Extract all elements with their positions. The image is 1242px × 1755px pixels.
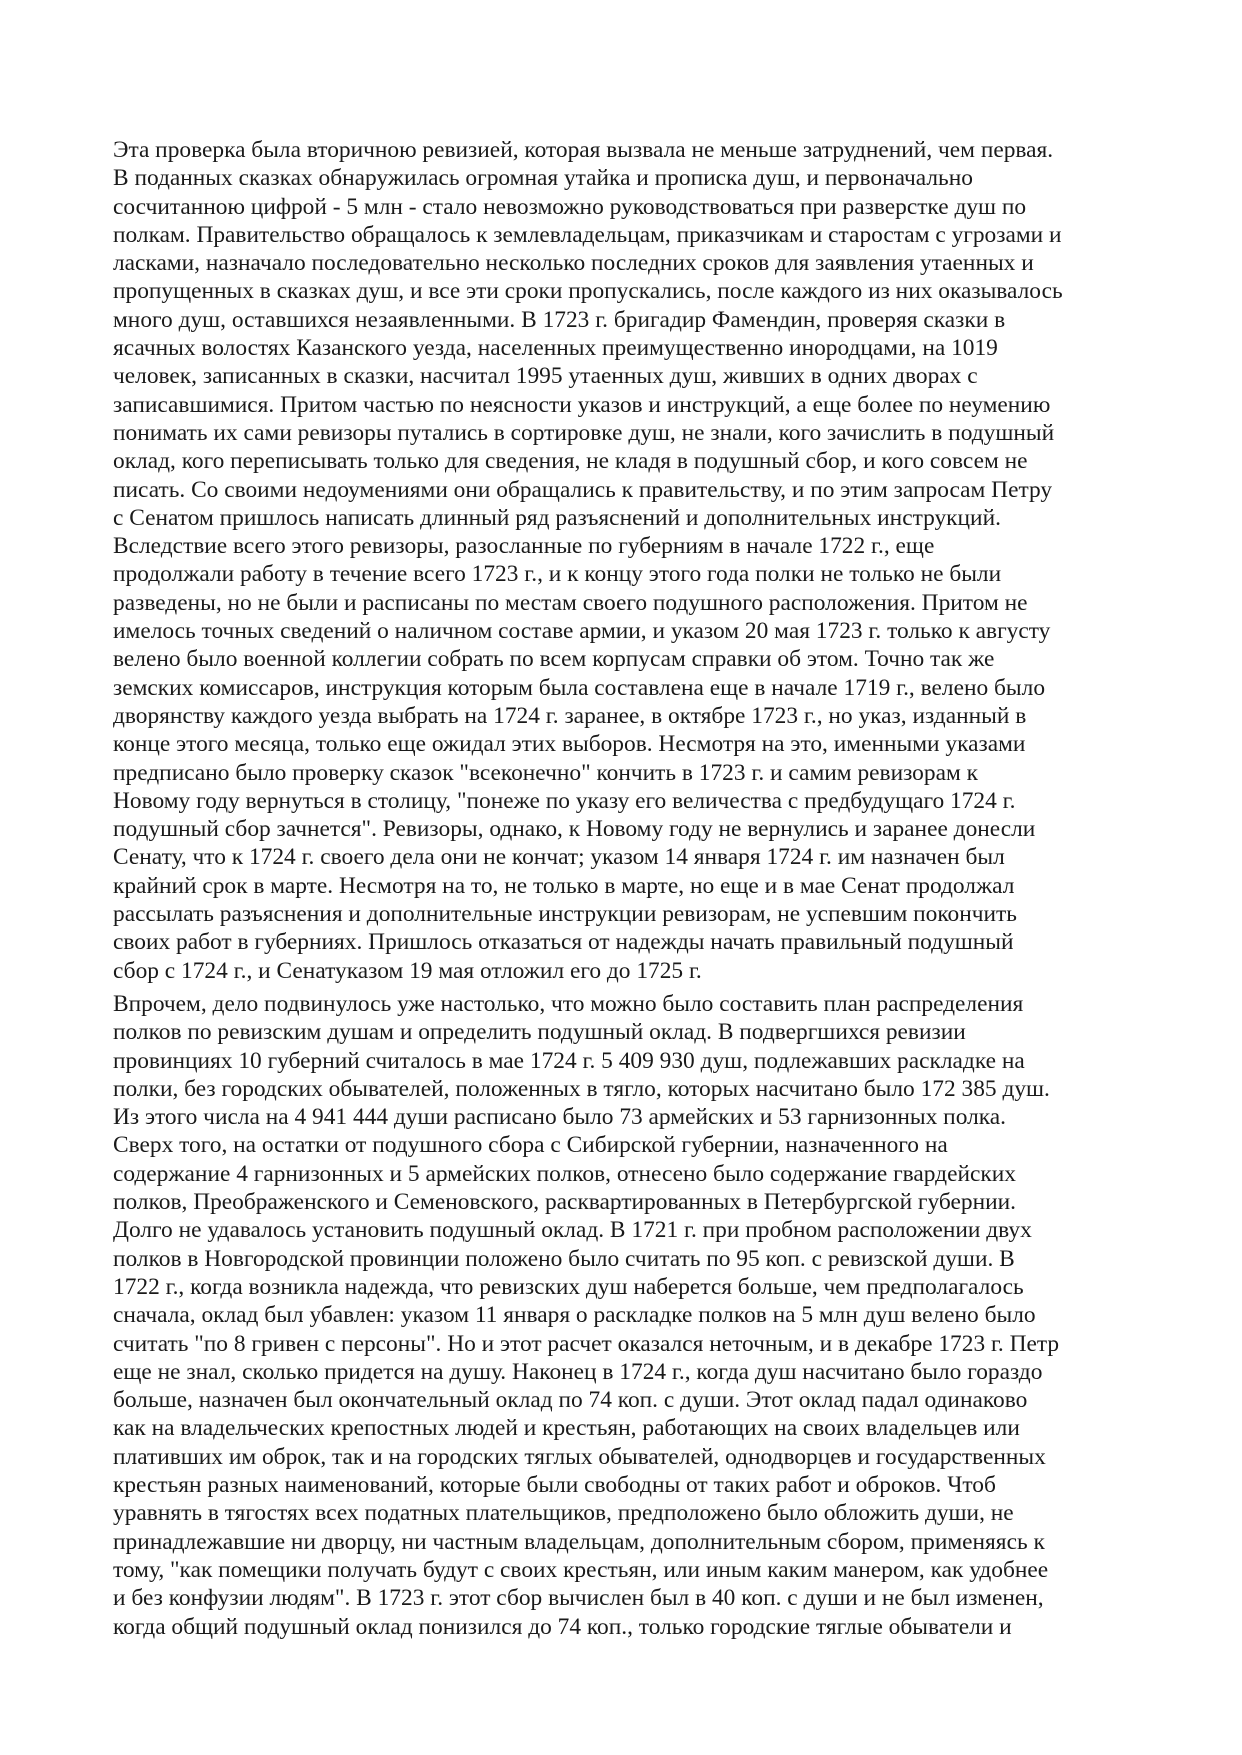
paragraph-2-line: Впрочем, дело подвинулось уже настолько, что можно было составить план распределения [113, 991, 1024, 1017]
paragraph-2-line: когда общий подушный оклад понизился до 74 коп., только городские тяглые обыватели и [113, 1613, 1012, 1640]
paragraph-1-line: человек, записанных в сказки, насчитал 1995 утаенных душ, живших в одних дворах с [113, 363, 978, 390]
paragraph-2-line: принадлежавшие ни дворцу, ни частным владельцам, дополнительным сбором, применяясь к [113, 1528, 1045, 1555]
paragraph-1-line: разведены, но не были и расписаны по местам своего подушного расположения. Притом не [113, 589, 1028, 616]
paragraph-1-line: предписано было проверку сказок "всеконечно" кончить в 1723 г. и самим ревизорам к [113, 759, 978, 786]
paragraph-2-line: сначала, оклад был убавлен: указом 11 января о раскладке полков на 5 млн душ велено было [113, 1302, 1036, 1329]
paragraph-2-line: уравнять в тягостях всех податных плательщиков, предположено было обложить души, не [113, 1500, 1014, 1527]
paragraph-1-line: своих работ в губерниях. Пришлось отказаться от надежды начать правильный подушный [113, 929, 1014, 956]
paragraph-1-line: дворянству каждого уезда выбрать на 1724 г. заранее, в октябре 1723 г., но указ, изданный в [113, 702, 1027, 729]
paragraph-2-line: провинциях 10 губерний считалось в мае 1724 г. 5 409 930 душ, подлежавших раскладке на [113, 1047, 1025, 1074]
paragraph-1-line: пропущенных в сказках душ, и все эти сроки пропускались, после каждого из них оказывалось [113, 278, 1063, 305]
paragraph-2-line: плативших им оброк, так и на городских тяглых обывателей, однодворцев и государственных [113, 1443, 1046, 1470]
paragraph-1-line: Сенату, что к 1724 г. своего дела они не кончат; указом 14 января 1724 г. им назначен был [113, 844, 1005, 871]
paragraph-1-line: рассылать разъяснения и дополнительные инструкции ревизорам, не успевшим покончить [113, 901, 1017, 928]
paragraph-2-line: полков, Преображенского и Семеновского, расквартированных в Петербургской губернии. [113, 1189, 1016, 1216]
paragraph-2-line: полков в Новгородской провинции положено было считать по 95 коп. с ревизской души. В [113, 1245, 1015, 1272]
paragraph-1-line: понимать их сами ревизоры путались в сортировке душ, не знали, кого зачислить в подушный [113, 419, 1055, 446]
paragraph-2-line: крестьян разных наименований, которые были свободны от таких работ и оброков. Чтоб [113, 1472, 996, 1499]
paragraph-1-line: ясачных волостях Казанского уезда, населенных преимущественно инородцами, на 1019 [113, 335, 998, 362]
paragraph-2-line: Сверх того, на остатки от подушного сбора с Сибирской губернии, назначенного на [113, 1132, 948, 1159]
paragraph-1-line: сбор с 1724 г., и Сенатуказом 19 мая отложил его до 1725 г. [113, 957, 702, 984]
paragraph-2 [113, 990, 1153, 1641]
paragraph-1-line: писать. Со своими недоумениями они обращались к правительству, и по этим запросам Петру [113, 476, 1053, 503]
paragraph-1-line: ласками, назначало последовательно несколько последних сроков для заявления утаенных и [113, 250, 1034, 277]
paragraph-1-line: продолжали работу в течение всего 1723 г., и к концу этого года полки не только не были [113, 561, 1002, 588]
paragraph-2-line: больше, назначен был окончательный оклад по 74 коп. с души. Этот оклад падал одинаково [113, 1387, 1028, 1414]
paragraph-1-line: крайний срок в марте. Несмотря на то, не только в марте, но еще и в мае Сенат продолжал [113, 872, 1015, 899]
paragraph-1-line: много душ, оставшихся незаявленными. В 1723 г. бригадир Фамендин, проверяя сказки в [113, 306, 1006, 333]
paragraph-1-line: Новому году вернуться в столицу, "понеже по указу его величества с предбудущаго 1724 г. [113, 787, 1016, 814]
paragraph-1-line: В поданных сказках обнаружилась огромная утайка и прописка душ, и первоначально [113, 165, 973, 192]
paragraph-2-line: еще не знал, сколько придется на душу. Наконец в 1724 г., когда душ насчитано было гораздо [113, 1358, 1043, 1385]
paragraph-1-line: имелось точных сведений о наличном составе армии, и указом 20 мая 1723 г. только к августу [113, 618, 1051, 645]
paragraph-1-line: Эта проверка была вторичною ревизией, которая вызвала не меньше затруднений, чем первая. [113, 137, 1054, 163]
paragraph-2-line: тому, "как помещики получать будут с своих крестьян, или иным каким манером, как удобнее [113, 1556, 1049, 1583]
paragraph-2-line: полков по ревизским душам и определить подушный оклад. В подвергшихся ревизии [113, 1019, 966, 1046]
paragraph-1-line: подушный сбор зачнется". Ревизоры, однако, к Новому году не вернулись и заранее донесли [113, 816, 1036, 843]
paragraph-1-line: полкам. Правительство обращалось к землевладельцам, приказчикам и старостам с угрозами и [113, 221, 1062, 248]
paragraph-2-line: Долго не удавалось установить подушный оклад. В 1721 г. при пробном расположении двух [113, 1217, 1032, 1244]
paragraph-1-line: велено было военной коллегии собрать по всем корпусам справки об этом. Точно так же [113, 646, 995, 673]
paragraph-2-line: считать "по 8 гривен с персоны". Но и этот расчет оказался неточным, и в декабре 1723 г. Петр [113, 1330, 1060, 1357]
paragraph-2-line: 1722 г., когда возникла надежда, что ревизских душ наберется больше, чем предполагалось [113, 1273, 1024, 1300]
paragraph-2-line: Из этого числа на 4 941 444 души расписано было 73 армейских и 53 гарнизонных полка. [113, 1104, 1007, 1131]
paragraph-2-line: и без конфузии людям". В 1723 г. этот сбор вычислен был в 40 коп. с души и не был изменен, [113, 1585, 1044, 1612]
paragraph-2-line: полки, без городских обывателей, положенных в тягло, которых насчитано было 172 385 душ. [113, 1075, 1050, 1102]
paragraph-1-line: Вследствие всего этого ревизоры, разосланные по губерниям в начале 1722 г., еще [113, 533, 935, 560]
paragraph-1-line: земских комиссаров, инструкция которым была составлена еще в начале 1719 г., велено было [113, 674, 1046, 701]
paragraph-1-line: сосчитанною цифрой - 5 млн - стало невозможно руководствоваться при разверстке душ по [113, 193, 1027, 220]
paragraph-1-line: записавшимися. Притом частью по неясности указов и инструкций, а еще более по неумению [113, 391, 1051, 418]
paragraph-1-line: оклад, кого переписывать только для сведения, не кладя в подушный сбор, и кого совсем не [113, 448, 1028, 475]
paragraph-2-line: содержание 4 гарнизонных и 5 армейских полков, отнесено было содержание гвардейских [113, 1160, 1016, 1187]
paragraph-2-line: как на владельческих крепостных людей и крестьян, работающих на своих владельцев или [113, 1415, 1020, 1442]
paragraph-1-line: с Сенатом пришлось написать длинный ряд разъяснений и дополнительных инструкций. [113, 504, 1001, 531]
paragraph-1-line: конце этого месяца, только еще ожидал этих выборов. Несмотря на это, именными указами [113, 731, 1026, 758]
paragraph-1 [113, 136, 1153, 985]
